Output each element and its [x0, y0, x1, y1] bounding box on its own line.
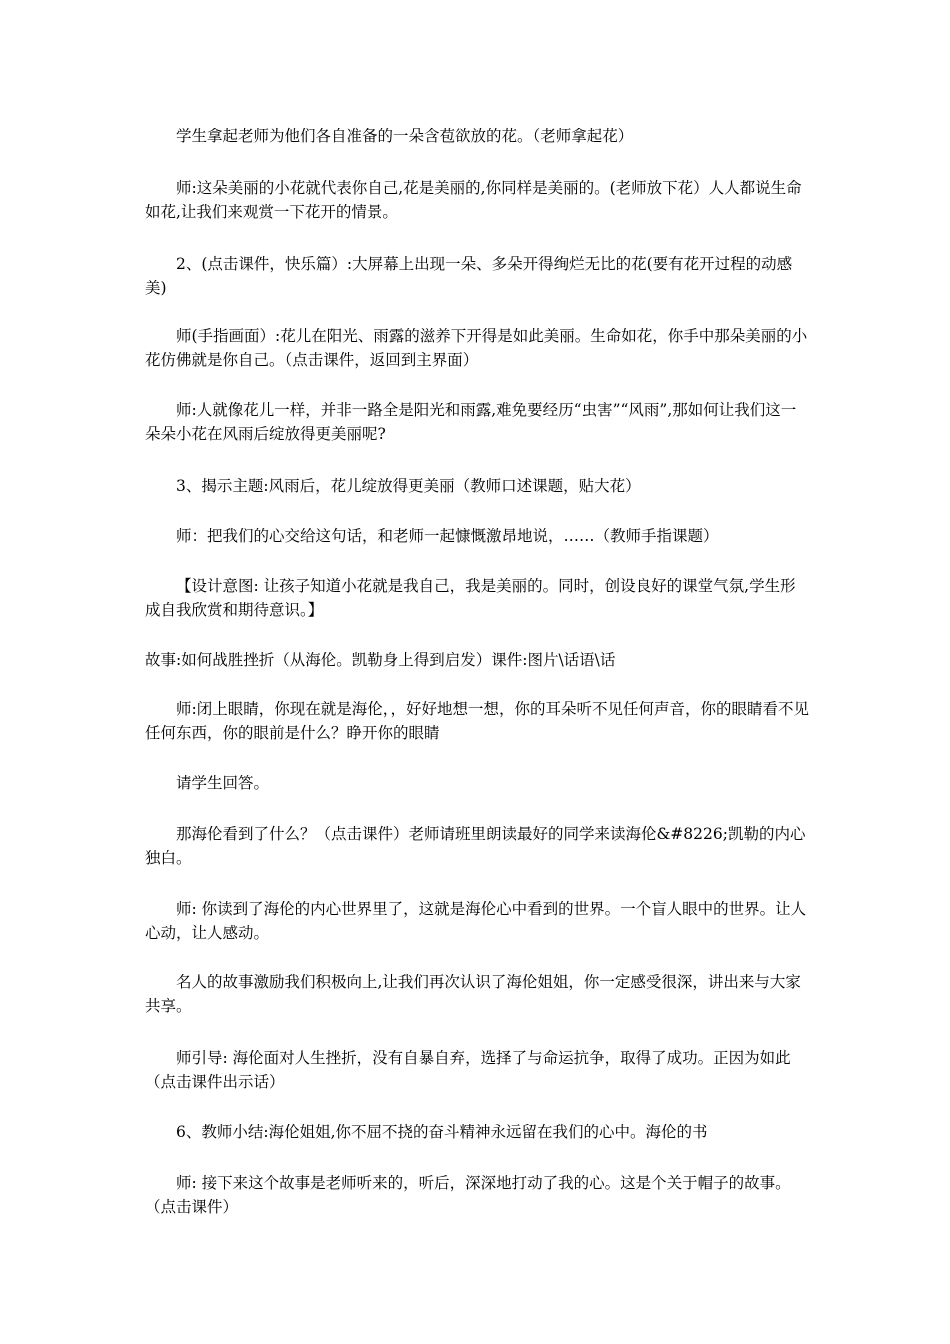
paragraph-teacher-guide: 师引导: 海伦面对人生挫折，没有自暴自弃，选择了与命运抗争，取得了成功。正因为如此（点击课件出示话） [145, 1049, 791, 1091]
paragraph-teacher-wind-rain: 师:人就像花儿一样，并非一路全是阳光和雨露,难免要经历“虫害”“风雨”,那如何让我们这一朵朵小花在风雨后绽放得更美丽呢? [145, 401, 797, 443]
paragraph-close-eyes: 师:闭上眼睛，你现在就是海伦，，好好地想一想，你的耳朵听不见任何声音，你的眼睛看不见任何东西，你的眼前是什么？睁开你的眼睛 [145, 700, 809, 742]
paragraph-story-heading: 故事:如何战胜挫折（从海伦。凯勒身上得到启发）课件:图片\话语\话 [145, 651, 616, 669]
paragraph-step-3-theme: 3、揭示主题:风雨后，花儿绽放得更美丽（教师口述课题，贴大花） [176, 477, 641, 495]
paragraph-helen-saw: 那海伦看到了什么？（点击课件）老师请班里朗读最好的同学来读海伦&#8226;凯勒的内心独白。 [145, 825, 806, 867]
paragraph-step-2-courseware: 2、(点击课件，快乐篇）:大屏幕上出现一朵、多朵开得绚烂无比的花(要有花开过程的动感美) [145, 255, 793, 297]
paragraph-inner-world: 师: 你读到了海伦的内心世界里了，这就是海伦心中看到的世界。一个盲人眼中的世界。让人心动，让人感动。 [145, 900, 807, 942]
paragraph-teacher-recite: 师：把我们的心交给这句话，和老师一起慷慨激昂地说，……（教师手指课题） [176, 527, 719, 545]
paragraph-hat-story: 师: 接下来这个故事是老师听来的，听后，深深地打动了我的心。这是个关于帽子的故事。（点击课件） [145, 1174, 791, 1216]
paragraph-students-answer: 请学生回答。 [176, 774, 270, 792]
paragraph-step-6-summary: 6、教师小结:海伦姐姐,你不屈不挠的奋斗精神永远留在我们的心中。海伦的书 [176, 1123, 708, 1141]
paragraph-teacher-points-screen: 师(手指画面）:花儿在阳光、雨露的滋养下开得是如此美丽。生命如花，你手中那朵美丽的小花仿佛就是你自己。（点击课件，返回到主界面） [145, 327, 808, 369]
paragraph-design-intent: 【设计意图: 让孩子知道小花就是我自己，我是美丽的。同时，创设良好的课堂气氛,学生形成自我欣赏和期待意识。】 [145, 577, 796, 619]
paragraph-famous-story: 名人的故事激励我们积极向上,让我们再次认识了海伦姐姐，你一定感受很深，讲出来与大家共享。 [145, 973, 801, 1015]
paragraph-teacher-flower-speech: 师:这朵美丽的小花就代表你自己,花是美丽的,你同样是美丽的。(老师放下花）人人都说生命如花,让我们来观赏一下花开的情景。 [145, 179, 802, 221]
paragraph-student-picks-flower: 学生拿起老师为他们各自准备的一朵含苞欲放的花。（老师拿起花） [176, 127, 634, 145]
